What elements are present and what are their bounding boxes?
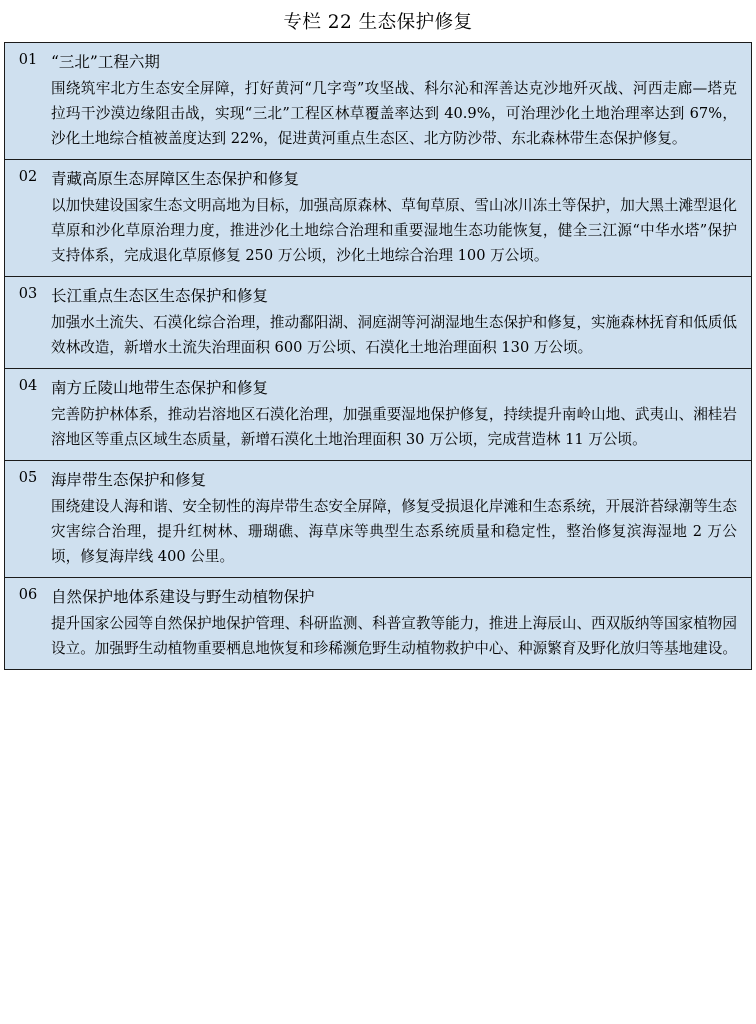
page-title: 专栏 22 生态保护修复	[283, 12, 473, 33]
item-heading: 长江重点生态区生态保护和修复	[51, 287, 269, 306]
row-content	[51, 461, 751, 577]
table-row	[5, 461, 751, 578]
item-heading: “三北”工程六期	[51, 53, 160, 71]
row-number: 05	[18, 470, 38, 487]
table-row	[5, 578, 751, 669]
item-heading: 南方丘陵山地带生态保护和修复	[51, 379, 269, 398]
table-row	[5, 160, 751, 277]
table-row	[5, 277, 751, 369]
item-body: 围绕筑牢北方生态安全屏障，打好黄河“几字弯”攻坚战、科尔沁和浑善达克沙地歼灭战、河西走廊—塔克拉玛干沙漠边缘阻击战，实现“三北”工程区林草覆盖率达到 40.9%，可治理沙化土地治理率达到 67%，沙化土地综合植被盖度达到 22%，促进黄河重点生态区、北方防沙带、东北森林带生态保护修复。	[51, 79, 737, 147]
row-content	[51, 277, 751, 368]
item-heading: 青藏高原生态屏障区生态保护和修复	[51, 170, 300, 189]
item-heading: 海岸带生态保护和修复	[51, 471, 207, 490]
row-content	[51, 369, 751, 460]
item-body: 围绕建设人海和谐、安全韧性的海岸带生态安全屏障，修复受损退化岸滩和生态系统，开展浒苔绿潮等生态灾害综合治理，提升红树林、珊瑚礁、海草床等典型生态系统质量和稳定性，整治修复滨海湿地 2 万公顷，修复海岸线 400 公里。	[51, 497, 737, 566]
row-number: 06	[18, 587, 38, 604]
row-number: 04	[18, 378, 38, 395]
content-table	[4, 42, 752, 670]
row-number: 02	[18, 169, 38, 186]
item-body: 加强水土流失、石漠化综合治理，推动鄱阳湖、洞庭湖等河湖湿地生态保护和修复，实施森林抚育和低质低效林改造，新增水土流失治理面积 600 万公顷、石漠化土地治理面积 130 万公顷。	[51, 313, 737, 357]
table-row	[5, 369, 751, 461]
item-heading: 自然保护地体系建设与野生动植物保护	[51, 588, 315, 607]
table-row	[5, 43, 751, 160]
row-content	[51, 160, 751, 276]
item-body: 提升国家公园等自然保护地保护管理、科研监测、科普宣教等能力，推进上海辰山、西双版纳等国家植物园设立。加强野生动植物重要栖息地恢复和珍稀濒危野生动植物救护中心、种源繁育及野化放归等基地建设。	[51, 615, 737, 658]
row-number: 03	[18, 286, 38, 303]
row-content	[51, 43, 751, 159]
item-body: 以加快建设国家生态文明高地为目标，加强高原森林、草甸草原、雪山冰川冻土等保护，加大黑土滩型退化草原和沙化草原治理力度，推进沙化土地综合治理和重要湿地生态功能恢复，健全三江源“中华水塔”保护支持体系，完成退化草原修复 250 万公顷，沙化土地综合治理 100 万公顷。	[51, 196, 737, 265]
item-body: 完善防护林体系，推动岩溶地区石漠化治理，加强重要湿地保护修复，持续提升南岭山地、武夷山、湘桂岩溶地区等重点区域生态质量，新增石漠化土地治理面积 30 万公顷，完成营造林 11 万公顷。	[51, 405, 737, 449]
document-title-band	[0, 0, 756, 42]
row-number: 01	[18, 52, 38, 68]
row-content	[51, 578, 751, 669]
